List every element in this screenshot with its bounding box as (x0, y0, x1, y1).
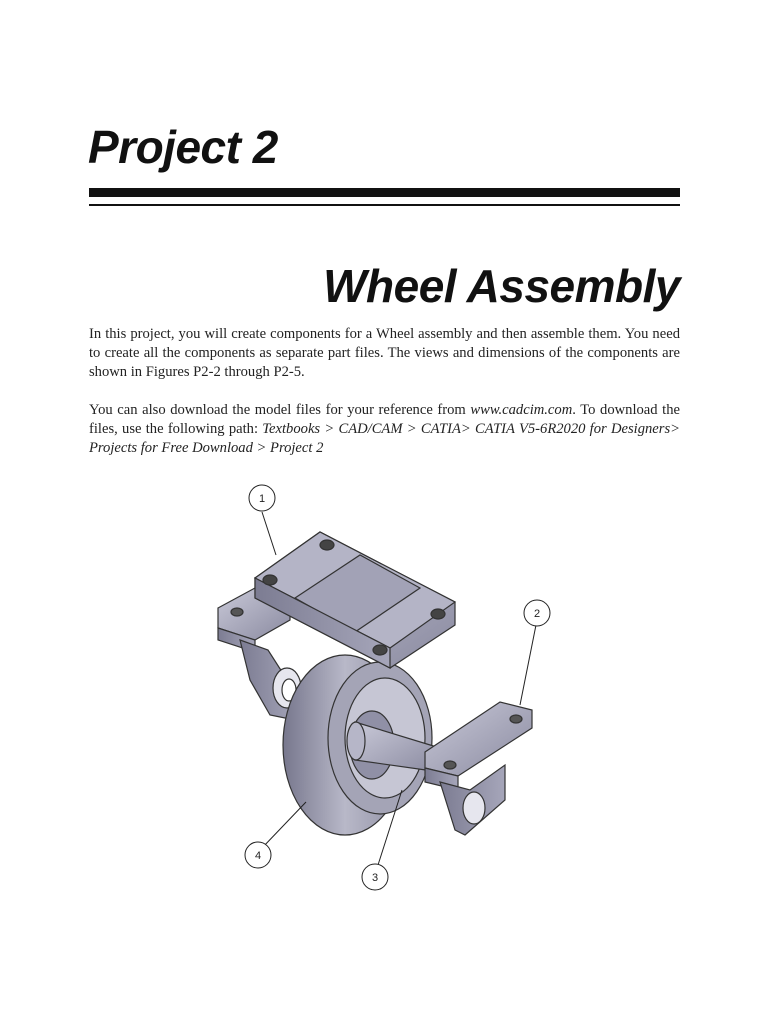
download-paragraph (89, 401, 680, 458)
callout-4 (245, 842, 271, 868)
wheel-assembly-figure (200, 480, 580, 900)
callout-1 (249, 485, 275, 511)
chapter-title: Project 2 (88, 121, 278, 173)
download-path: Textbooks > CAD/CAM > CATIA> CATIA V5-6R2020 for Designers> Projects for Free Download > Project 2 (89, 421, 680, 456)
download-mid: . To download the files, use the following path: (89, 402, 680, 437)
callout-2 (524, 600, 550, 626)
top-plate (255, 532, 455, 668)
right-bracket (425, 702, 532, 835)
intro-paragraph: In this project, you will create components for a Wheel assembly and then assemble them. You need to create all the components as separate part files. The views and dimensions of the components are shown in Figures P2-2 through P2-5. (89, 326, 680, 380)
callout-3 (362, 864, 388, 890)
title-rule-thin (89, 204, 680, 206)
download-prefix: You can also download the model files for your reference from (89, 402, 471, 418)
section-title: Wheel Assembly (323, 260, 680, 312)
callout-4-label: 4 (254, 850, 262, 862)
callout-1-label: 1 (258, 493, 266, 505)
title-rule-thick (89, 188, 680, 197)
callout-3-label: 3 (371, 872, 379, 884)
callout-2-label: 2 (533, 608, 541, 620)
download-url-link[interactable]: www.cadcim.com (470, 402, 573, 418)
